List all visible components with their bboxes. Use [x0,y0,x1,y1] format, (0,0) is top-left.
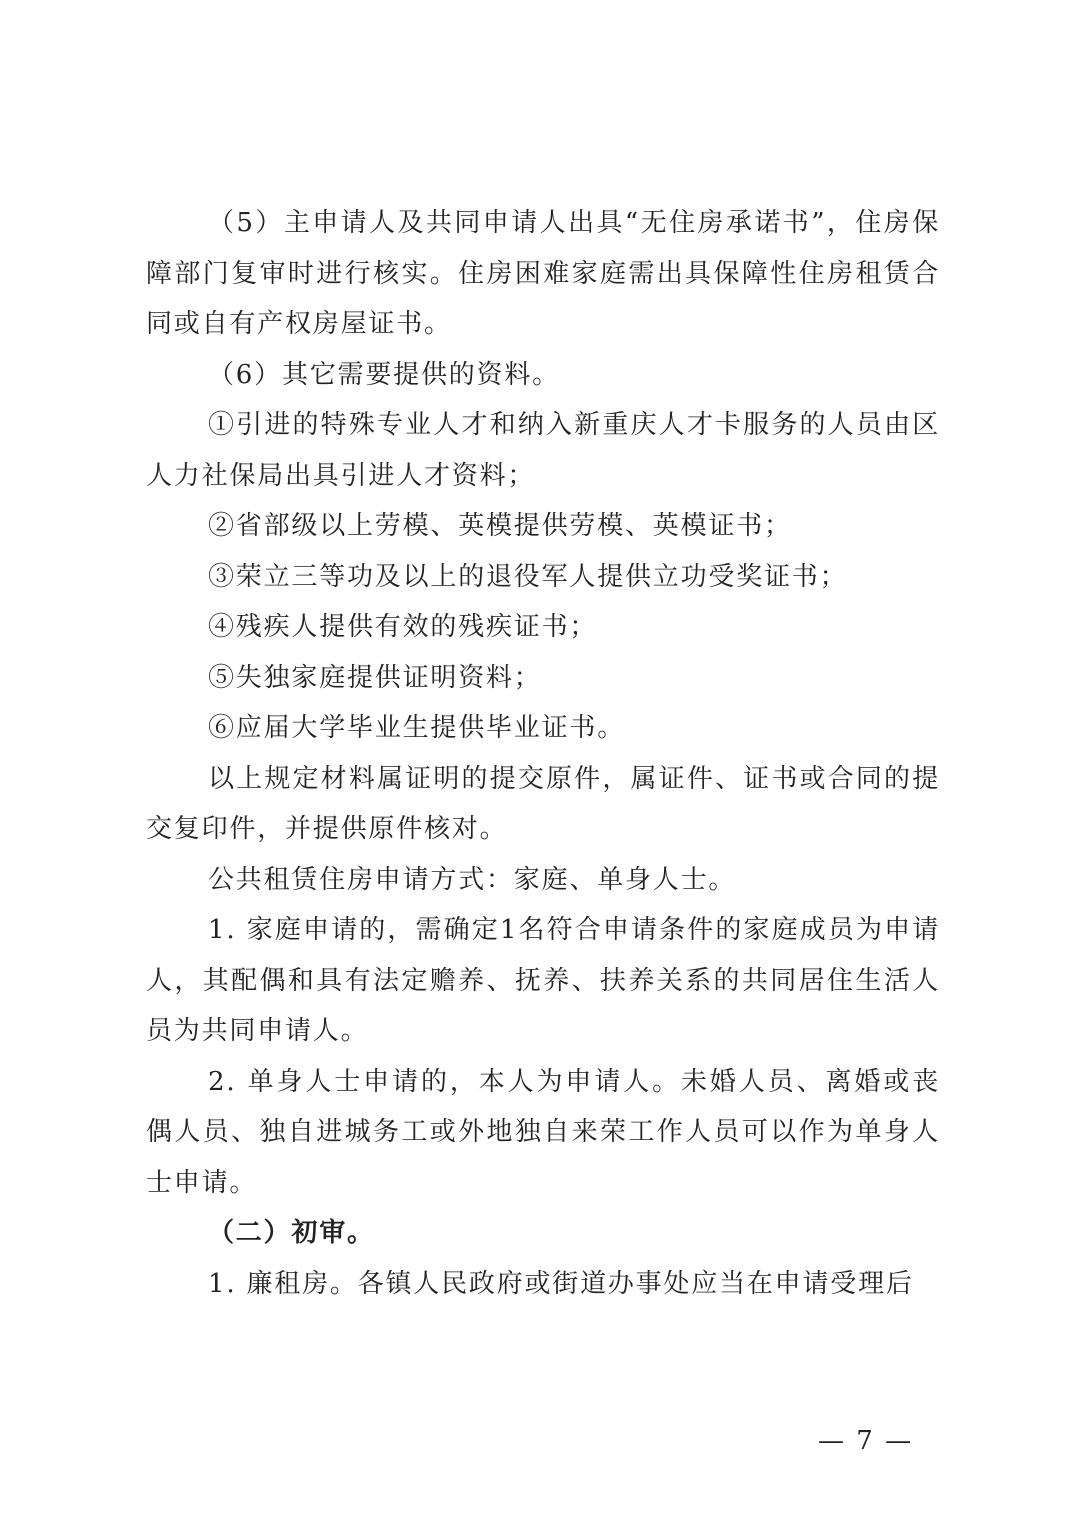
paragraph-item-5: （5）主申请人及共同申请人出具“无住房承诺书”，住房保障部门复审时进行核实。住房困难家庭需出具保障性住房租赁合同或自有产权房屋证书。 [146,208,940,339]
paragraph-sub-item-3: ③荣立三等功及以上的退役军人提供立功受奖证书； [208,561,848,592]
paragraph-sub-item-5: ⑤失独家庭提供证明资料； [208,662,542,693]
paragraph-low-rent-housing: 1. 廉租房。各镇人民政府或街道办事处应当在申请受理后 [208,1268,914,1299]
paragraph-sub-item-2: ②省部级以上劳模、英模提供劳模、英模证书； [208,511,792,541]
paragraph-sub-item-1: ①引进的特殊专业人才和纳入新重庆人才卡服务的人员由区人力社保局出具引进人才资料； [146,410,940,491]
paragraph-single-application: 2. 单身人士申请的，本人为申请人。未婚人员、离婚或丧偶人员、独自进城务工或外地独自来荣工作人员可以作为单身人士申请。 [146,1066,940,1198]
paragraph-sub-item-6: ⑥应届大学毕业生提供毕业证书。 [208,713,626,743]
paragraph-application-method: 公共租赁住房申请方式：家庭、单身人士。 [208,864,737,895]
paragraph-item-6: （6）其它需要提供的资料。 [208,359,560,390]
paragraph-family-application: 1. 家庭申请的，需确定1名符合申请条件的家庭成员为申请人，其配偶和具有法定赡养、抚养、扶养关系的共同居住生活人员为共同申请人。 [146,915,940,1046]
page-number: — 7 — [818,1426,914,1456]
paragraph-sub-item-4: ④残疾人提供有效的残疾证书； [208,612,598,642]
document-body [146,198,940,1309]
paragraph-materials-note: 以上规定材料属证明的提交原件，属证件、证书或合同的提交复印件，并提供原件核对。 [146,763,940,844]
section-heading-initial-review: （二）初审。 [208,1218,375,1248]
